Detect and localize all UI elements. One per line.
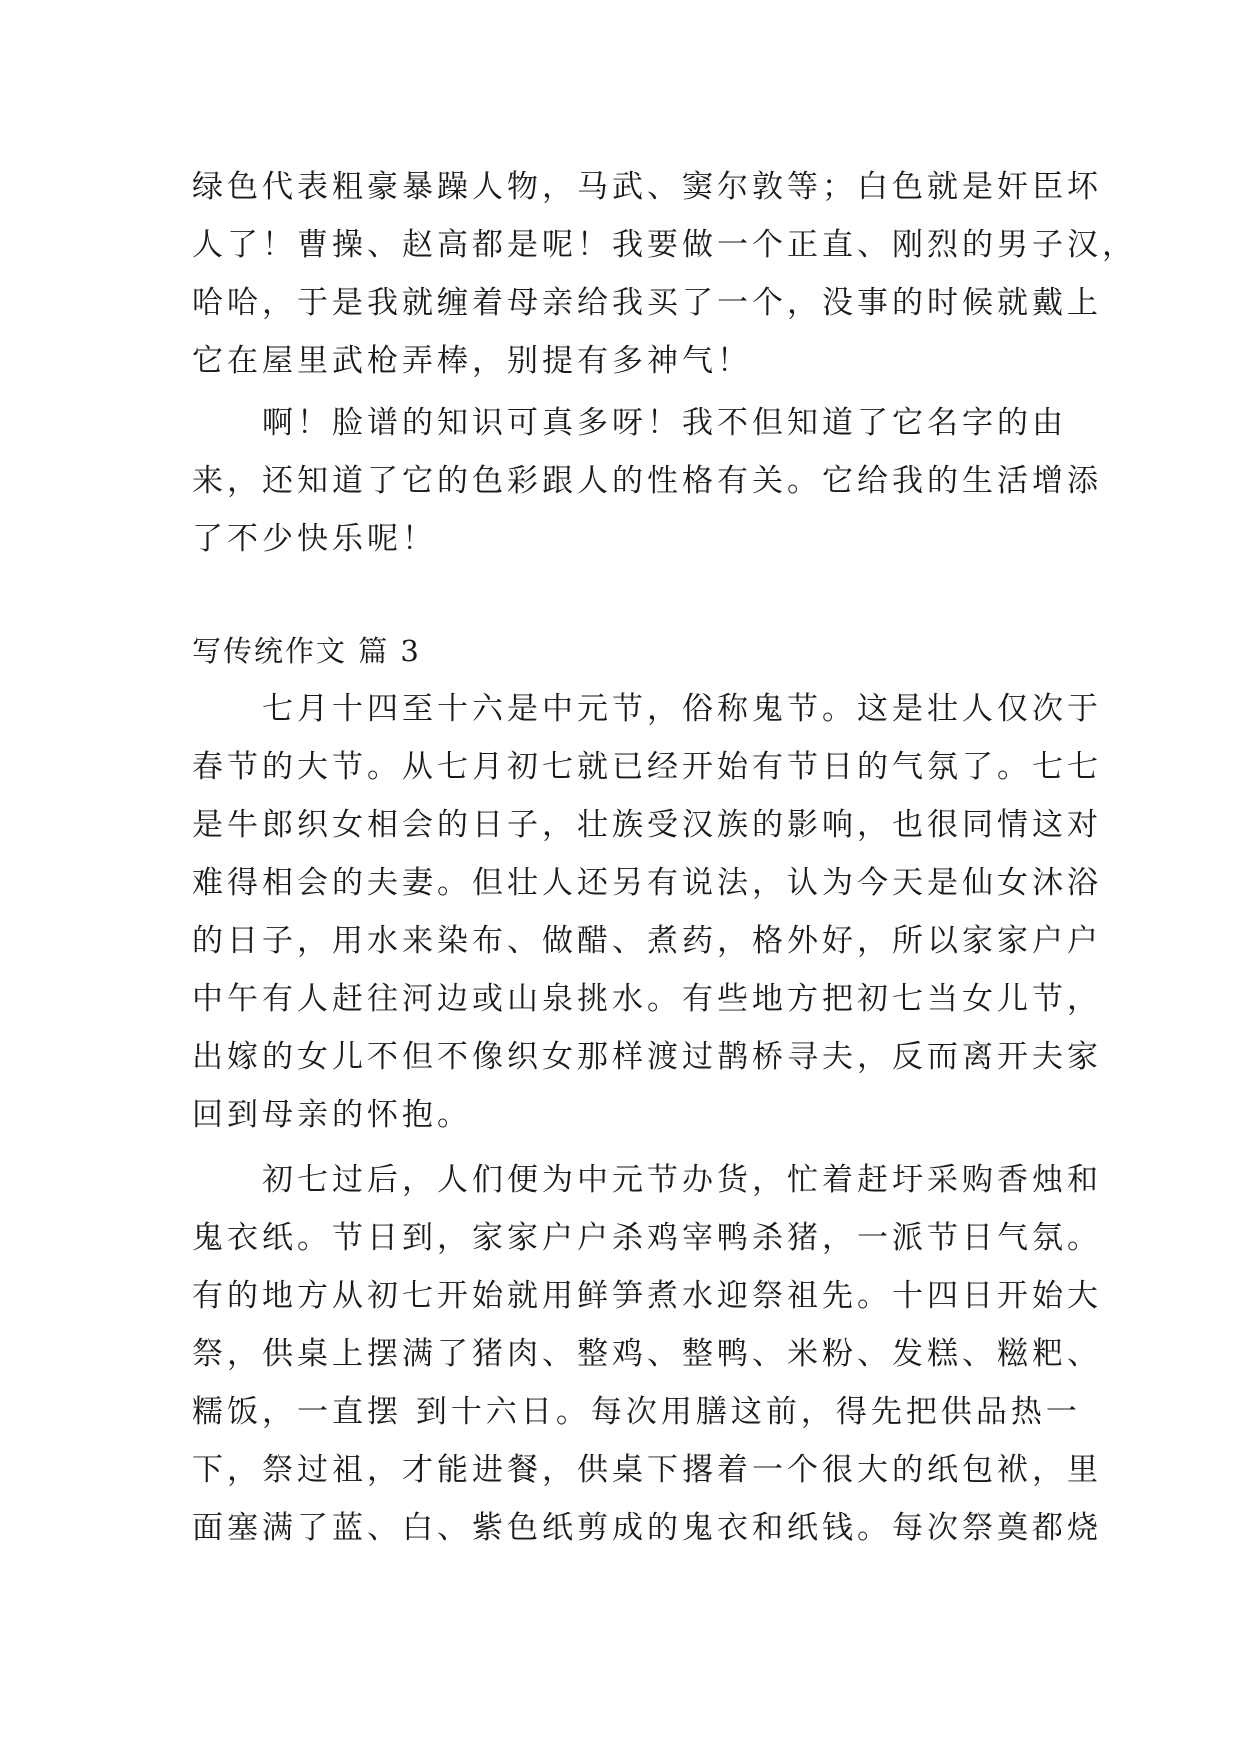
text-line: 七月十四至十六是中元节，俗称鬼节。这是壮人仅次于: [192, 691, 1102, 727]
text-line: 鬼衣纸。节日到，家家户户杀鸡宰鸭杀猪，一派节日气氛。: [192, 1220, 1102, 1256]
text-line: 来，还知道了它的色彩跟人的性格有关。它给我的生活增添: [192, 463, 1102, 499]
paragraph-zhongyuan-festival: [192, 680, 1102, 1144]
paragraph-mask-knowledge: [192, 394, 1102, 568]
text-line: 绿色代表粗豪暴躁人物，马武、窦尔敦等；白色就是奸臣坏: [192, 169, 1102, 205]
text-line: 中午有人赶往河边或山泉挑水。有些地方把初七当女儿节，: [192, 981, 1102, 1017]
text-line: 出嫁的女儿不但不像织女那样渡过鹊桥寻夫，反而离开夫家: [192, 1039, 1102, 1075]
text-line: 有的地方从初七开始就用鲜笋煮水迎祭祖先。十四日开始大: [192, 1278, 1102, 1314]
text-line: 糯饭，一直摆 到十六日。每次用膳这前，得先把供品热一: [192, 1394, 1081, 1430]
text-line: 是牛郎织女相会的日子，壮族受汉族的影响，也很同情这对: [192, 807, 1102, 843]
section-heading: 写传统作文 篇 3: [192, 634, 421, 668]
text-line: 哈哈，于是我就缠着母亲给我买了一个，没事的时候就戴上: [192, 285, 1102, 321]
text-line: 春节的大节。从七月初七就已经开始有节日的气氛了。七七: [192, 749, 1102, 785]
text-line: 回到母亲的怀抱。: [192, 1097, 472, 1133]
text-line: 它在屋里武枪弄棒，别提有多神气！: [192, 343, 752, 379]
text-line: 下，祭过祖，才能进餐，供桌下撂着一个很大的纸包袱，里: [192, 1452, 1102, 1488]
text-line: 人了！曹操、赵高都是呢！我要做一个正直、刚烈的男子汉，: [192, 227, 1137, 263]
text-line: 的日子，用水来染布、做醋、煮药，格外好，所以家家户户: [192, 923, 1102, 959]
paragraph-festival-preparation: [192, 1151, 1102, 1557]
text-line: 祭，供桌上摆满了猪肉、整鸡、整鸭、米粉、发糕、糍粑、: [192, 1336, 1102, 1372]
text-line: 啊！脸谱的知识可真多呀！我不但知道了它名字的由: [192, 405, 1067, 441]
text-line: 面塞满了蓝、白、紫色纸剪成的鬼衣和纸钱。每次祭奠都烧: [192, 1510, 1102, 1546]
text-line: 初七过后，人们便为中元节办货，忙着赶圩采购香烛和: [192, 1162, 1102, 1198]
paragraph-green-white-masks: [192, 158, 1137, 390]
text-line: 了不少快乐呢！: [192, 521, 437, 557]
text-line: 难得相会的夫妻。但壮人还另有说法，认为今天是仙女沐浴: [192, 865, 1102, 901]
